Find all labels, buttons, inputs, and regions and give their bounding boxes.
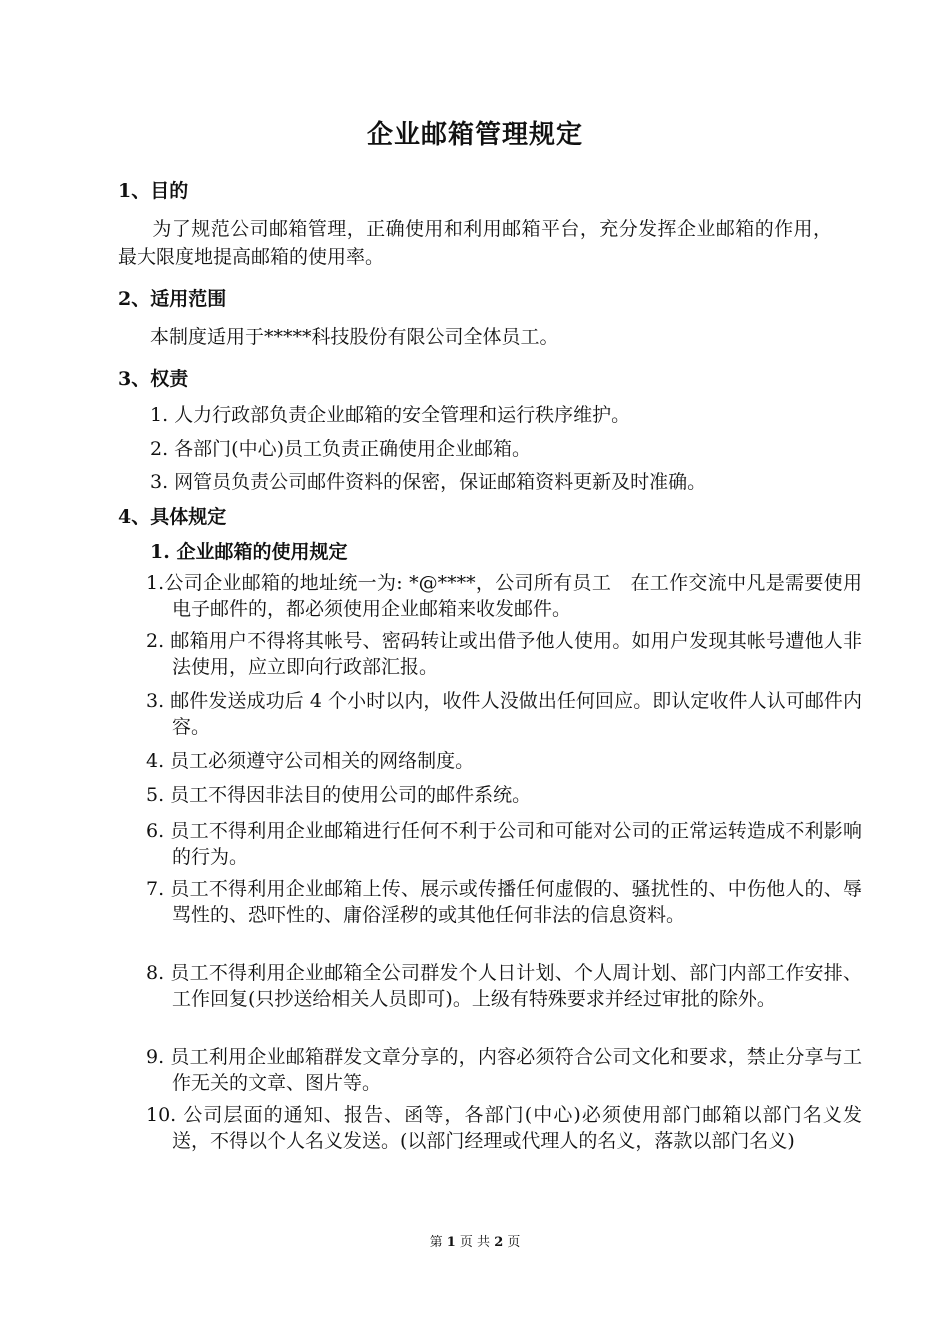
rule-item-3: 3. 邮件发送成功后 4 个小时以内，收件人没做出任何回应。即认定收件人认可邮件内容。: [146, 690, 862, 738]
responsibility-item-1: 1. 人力行政部负责企业邮箱的安全管理和运行秩序维护。: [150, 404, 631, 426]
purpose-text: 为了规范公司邮箱管理，正确使用和利用邮箱平台，充分发挥企业邮箱的作用，最大限度地提高邮箱的使用率。: [118, 218, 832, 268]
purpose-paragraph: [118, 215, 832, 271]
section-heading-responsibility: 3、权责: [118, 368, 189, 390]
rule-item-6: 6. 员工不得利用企业邮箱进行任何不利于公司和可能对公司的正常运转造成不利影响的行为。: [146, 820, 862, 868]
responsibility-item-3: 3. 网管员负责公司邮件资料的保密，保证邮箱资料更新及时准确。: [150, 471, 707, 493]
scope-paragraph: 本制度适用于*****科技股份有限公司全体员工。: [150, 326, 559, 348]
rule-item-4: 4. 员工必须遵守公司相关的网络制度。: [146, 750, 475, 772]
page-footer: [0, 1231, 950, 1250]
rule-item-1: 1.公司企业邮箱的地址统一为: *@****，公司所有员工 在工作交流中凡是需要使用电子邮件的，都必须使用企业邮箱来收发邮件。: [146, 572, 862, 620]
rule-item-9: 9. 员工利用企业邮箱群发文章分享的，内容必须符合公司文化和要求，禁止分享与工作无关的文章、图片等。: [146, 1046, 862, 1094]
footer-prefix: 第: [429, 1235, 443, 1250]
section-heading-purpose: 1、目的: [118, 180, 189, 202]
rule-item-10: 10. 公司层面的通知、报告、函等，各部门(中心)必须使用部门邮箱以部门名义发送，不得以个人名义发送。(以部门经理或代理人的名义，落款以部门名义): [146, 1104, 862, 1152]
section-heading-scope: 2、适用范围: [118, 288, 227, 310]
rules-subheading: 1. 企业邮箱的使用规定: [150, 541, 348, 563]
rule-item-7: 7. 员工不得利用企业邮箱上传、展示或传播任何虚假的、骚扰性的、中伤他人的、辱骂性的、恐吓性的、庸俗淫秽的或其他任何非法的信息资料。: [146, 878, 862, 926]
section-heading-rules: 4、具体规定: [118, 506, 227, 528]
footer-suffix: 页: [507, 1235, 521, 1250]
footer-current-page: 1: [446, 1235, 456, 1250]
rule-item-2: 2. 邮箱用户不得将其帐号、密码转让或出借予他人使用。如用户发现其帐号遭他人非法使用，应立即向行政部汇报。: [146, 630, 862, 678]
footer-middle: 页 共: [459, 1235, 491, 1250]
document-title: 企业邮箱管理规定: [366, 120, 583, 150]
rule-item-8: 8. 员工不得利用企业邮箱全公司群发个人日计划、个人周计划、部门内部工作安排、工作回复(只抄送给相关人员即可)。上级有特殊要求并经过审批的除外。: [146, 962, 862, 1010]
rule-item-5: 5. 员工不得因非法目的使用公司的邮件系统。: [146, 784, 532, 806]
responsibility-item-2: 2. 各部门(中心)员工负责正确使用企业邮箱。: [150, 438, 531, 460]
footer-total-pages: 2: [494, 1235, 504, 1250]
